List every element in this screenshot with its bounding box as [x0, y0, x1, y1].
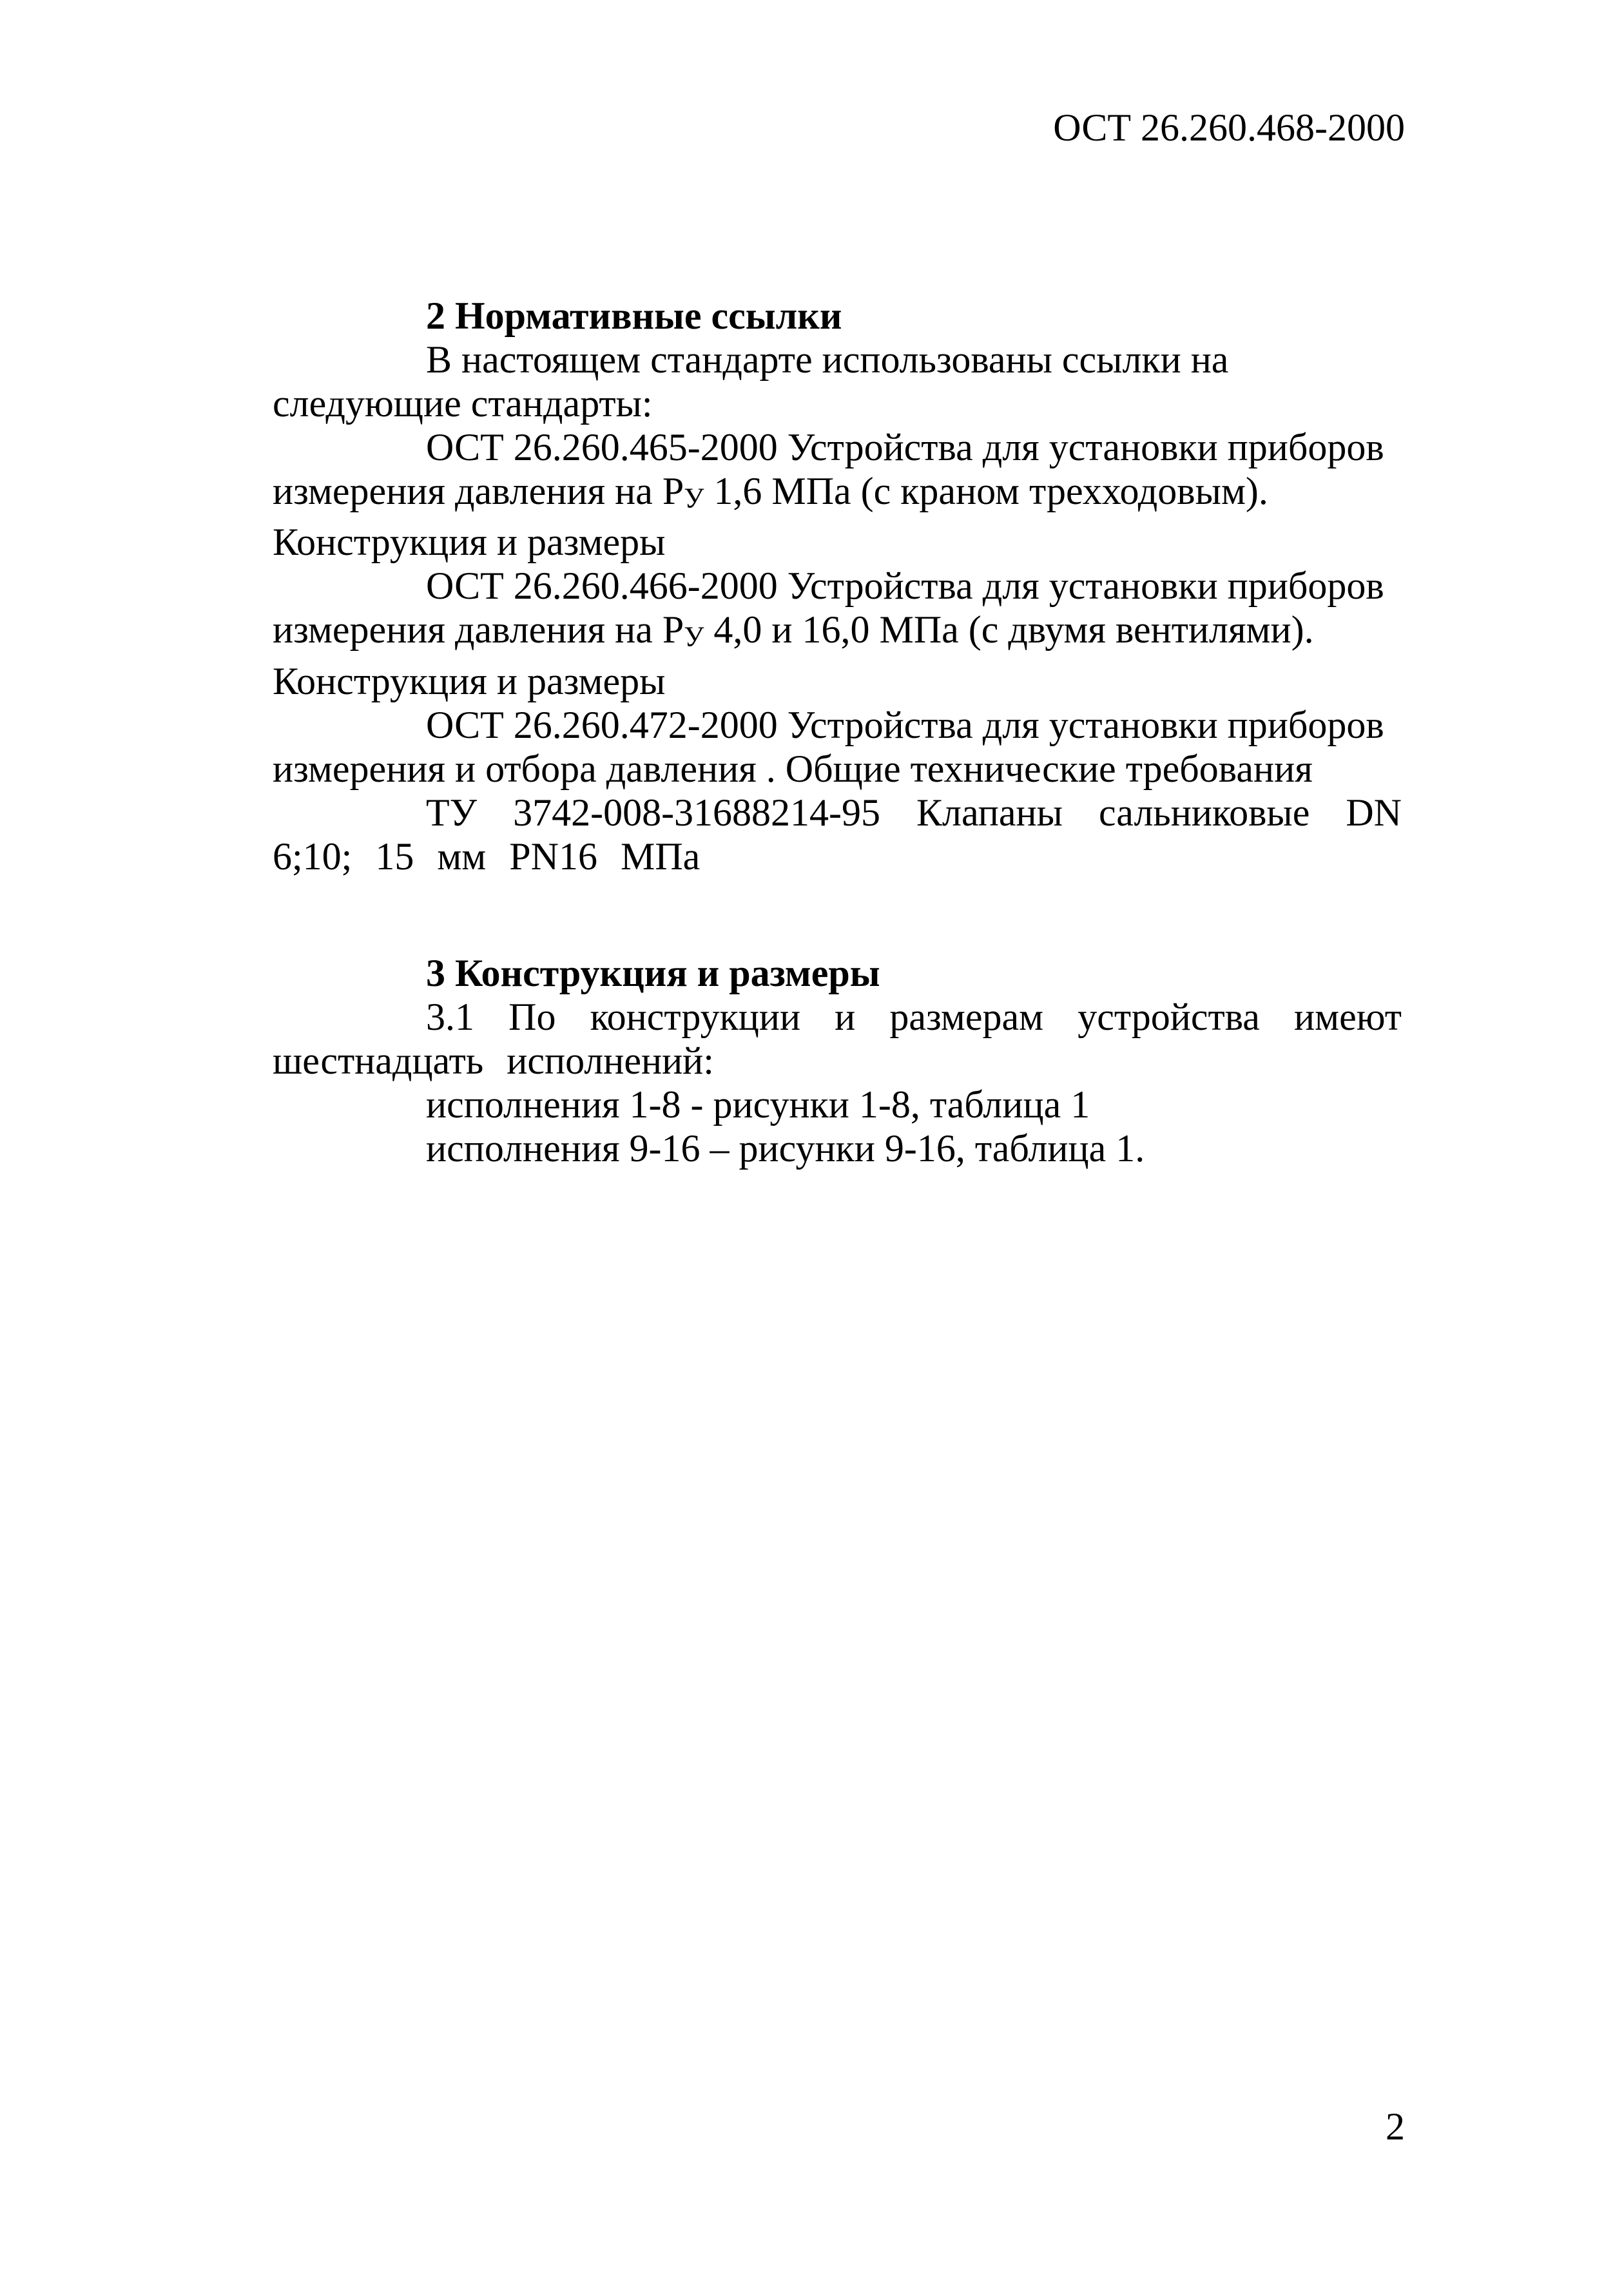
section-normative-references — [273, 294, 1402, 878]
document-code: ОСТ 26.260.468-2000 — [1053, 106, 1405, 149]
section-design-and-dimensions — [273, 951, 1402, 1170]
page-number: 2 — [1386, 2105, 1405, 2148]
reference-item: ОСТ 26.260.472-2000 Устройства для установки приборов измерения и отбора давления . Общие технические требования — [273, 703, 1384, 790]
reference-item — [273, 425, 1402, 564]
reference-text-tail: 4,0 и 16,0 МПа (с двумя вентилями). Конструкция и размеры — [273, 608, 1314, 702]
variant-line: исполнения 9-16 – рисунки 9-16, таблица 1. — [426, 1127, 1145, 1170]
reference-text: ОСТ 26.260.466-2000 Устройства для установки приборов измерения давления на Р — [273, 565, 1384, 652]
reference-text-tail: 1,6 МПа (с краном трехходовым). Конструкция и размеры — [273, 470, 1268, 564]
subscript-u: У — [684, 621, 704, 653]
reference-item — [273, 564, 1402, 702]
reference-item: ТУ 3742-008-31688214-95 Клапаны сальниковые DN 6;10; 15 мм PN16 МПа — [273, 791, 1402, 878]
section-heading: 2 Нормативные ссылки — [426, 294, 842, 337]
subscript-u: У — [684, 482, 704, 514]
intro-paragraph: В настоящем стандарте использованы ссылки на следующие стандарты: — [273, 338, 1229, 425]
section-heading: 3 Конструкция и размеры — [426, 952, 880, 994]
paragraph-3-1: 3.1 По конструкции и размерам устройства имеют шестнадцать исполнений: — [273, 996, 1402, 1082]
variant-line: исполнения 1-8 - рисунки 1-8, таблица 1 — [426, 1083, 1090, 1126]
reference-text: ОСТ 26.260.465-2000 Устройства для установки приборов измерения давления на Р — [273, 426, 1384, 512]
